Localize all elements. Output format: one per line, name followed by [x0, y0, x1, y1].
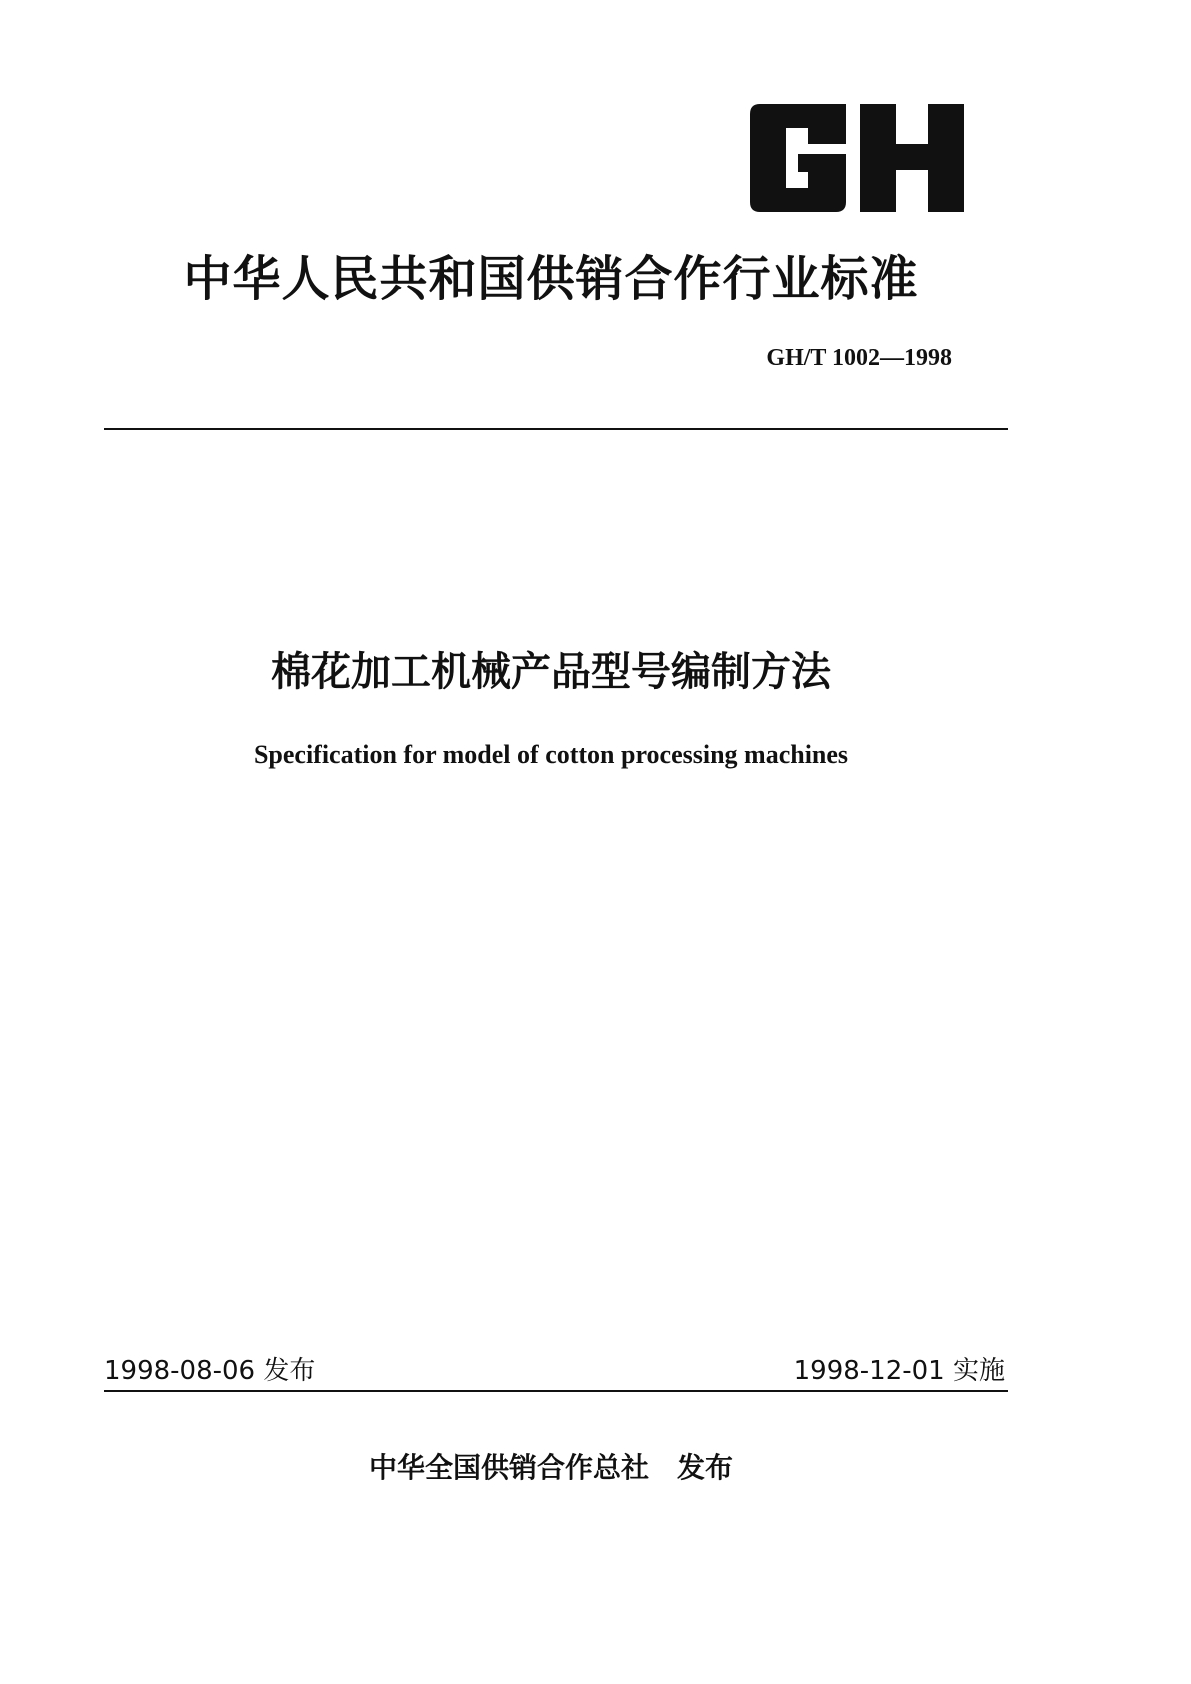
bottom-divider — [104, 1390, 1008, 1392]
standard-code: GH/T 1002—1998 — [766, 345, 952, 371]
document-title: 棉花加工机械产品型号编制方法 — [271, 649, 831, 695]
publisher: 中华全国供销合作总社 发布 — [368, 1451, 733, 1484]
issue-date: 1998-08-06 发布 — [104, 1356, 316, 1386]
top-divider — [104, 428, 1008, 430]
effective-date: 1998-12-01 实施 — [793, 1356, 1005, 1386]
document-subtitle: Specification for model of cotton processing machines — [253, 740, 849, 769]
gh-logo-icon — [750, 104, 964, 212]
standard-title: 中华人民共和国供销合作行业标准 — [183, 251, 919, 307]
